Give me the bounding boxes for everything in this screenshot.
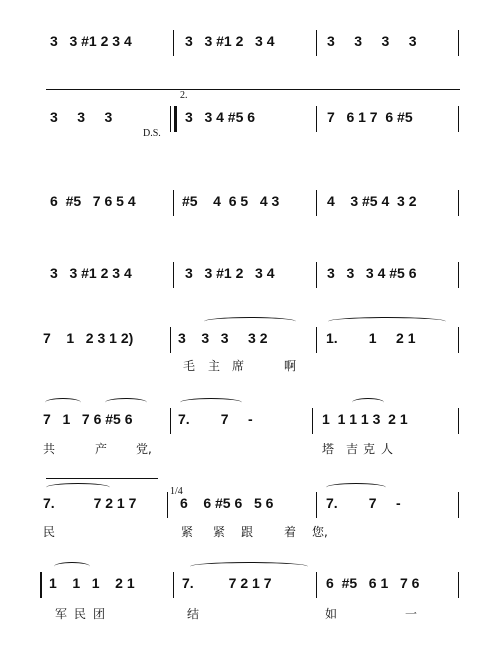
measure: 3 3 #1 2 3 4 — [50, 33, 132, 49]
barline — [316, 492, 317, 518]
lyric: 共 — [43, 442, 56, 456]
barline — [458, 30, 459, 56]
score-row-3 — [0, 190, 500, 230]
double-barline — [174, 106, 177, 132]
measure: 3 3 4 #5 6 — [185, 109, 256, 125]
lyric: 人 — [381, 442, 394, 456]
lyric: 民 — [43, 525, 56, 539]
score-row-5 — [0, 327, 500, 373]
measure: 7 1 2 3 1 2) — [43, 330, 134, 346]
measure: 6 #5 6 1 7 6 — [326, 575, 420, 591]
barline — [173, 572, 174, 598]
score-row-4 — [0, 262, 500, 302]
slur — [45, 398, 81, 407]
meter-mark: 1/4 — [170, 486, 183, 497]
lyric: 紧 — [181, 525, 194, 539]
barline — [458, 572, 459, 598]
slur — [352, 398, 384, 407]
barline — [316, 30, 317, 56]
measure: 6 6 #5 6 5 6 — [180, 495, 274, 511]
lyric: 塔 — [322, 442, 335, 456]
barline — [458, 262, 459, 288]
barline — [316, 572, 317, 598]
lyric: 民 — [74, 607, 87, 621]
barline — [173, 262, 174, 288]
slur — [326, 483, 386, 492]
measure: 3 3 #1 2 3 4 — [50, 265, 132, 281]
lyric: 着 — [284, 525, 297, 539]
barline — [170, 408, 171, 434]
measure: 6 #5 7 6 5 4 — [50, 193, 136, 209]
volta-label: 2. — [180, 90, 188, 101]
barline — [316, 106, 317, 132]
slur — [105, 398, 147, 407]
lyric: 如 — [325, 607, 338, 621]
measure: 3 3 3 — [50, 109, 113, 125]
lyric: 结 — [187, 607, 200, 621]
slur — [190, 562, 308, 571]
measure: 7. 7 2 1 7 — [182, 575, 272, 591]
barline — [170, 327, 171, 353]
lyric: 吉 — [346, 442, 359, 456]
measure: 3 3 3 4 #5 6 — [327, 265, 417, 281]
repeat-line — [46, 89, 460, 90]
score-row-6 — [0, 408, 500, 456]
lyric: 主 — [208, 359, 221, 373]
barline — [458, 106, 459, 132]
lyric: 跟 — [241, 525, 254, 539]
measure: 7 1 7 6 #5 6 — [43, 411, 133, 427]
barline — [458, 492, 459, 518]
measure: #5 4 6 5 4 3 — [182, 193, 280, 209]
lyric: 产 — [95, 442, 108, 456]
slur — [54, 562, 90, 571]
barline — [167, 492, 168, 518]
lyric: 啊 — [284, 359, 297, 373]
lyric: 克 — [363, 442, 376, 456]
barline — [316, 190, 317, 216]
measure: 1 1 1 1 3 2 1 — [322, 411, 408, 427]
measure: 7. 7 2 1 7 — [43, 495, 137, 511]
lyric: 团 — [93, 607, 106, 621]
barline — [458, 190, 459, 216]
barline — [458, 327, 459, 353]
measure: 3 3 #1 2 3 4 — [185, 33, 275, 49]
ds-mark: D.S. — [143, 128, 161, 139]
lyric: 军 — [55, 607, 68, 621]
barline — [458, 408, 459, 434]
barline — [312, 408, 313, 434]
barline — [173, 190, 174, 216]
score-row-1 — [0, 30, 500, 70]
lyric: 党, — [136, 442, 152, 456]
lyric: 毛 — [183, 359, 196, 373]
measure: 7. 7 - — [178, 411, 253, 427]
slur — [46, 483, 110, 492]
score-row-8 — [0, 572, 500, 621]
measure: 3 3 #1 2 3 4 — [185, 265, 275, 281]
slur-line — [46, 478, 158, 479]
lyric: 一 — [405, 607, 418, 621]
measure: 3 3 3 3 — [327, 33, 417, 49]
barline — [316, 327, 317, 353]
slur — [180, 398, 242, 407]
slur — [204, 317, 296, 326]
lyric: 您, — [312, 525, 328, 539]
measure: 7 6 1 7 6 #5 — [327, 109, 413, 125]
measure: 3 3 3 3 2 — [178, 330, 268, 346]
measure: 4 3 #5 4 3 2 — [327, 193, 417, 209]
barline — [170, 106, 171, 132]
score-row-2 — [0, 90, 500, 146]
measure: 1. 1 2 1 — [326, 330, 416, 346]
measure: 1 1 1 2 1 — [49, 575, 135, 591]
lyric: 席 — [232, 359, 245, 373]
barline — [173, 30, 174, 56]
score-row-7 — [0, 486, 500, 539]
barline — [316, 262, 317, 288]
lyric: 紧 — [213, 525, 226, 539]
slur — [328, 317, 446, 326]
repeat-start-barline — [40, 572, 42, 598]
measure: 7. 7 - — [326, 495, 401, 511]
